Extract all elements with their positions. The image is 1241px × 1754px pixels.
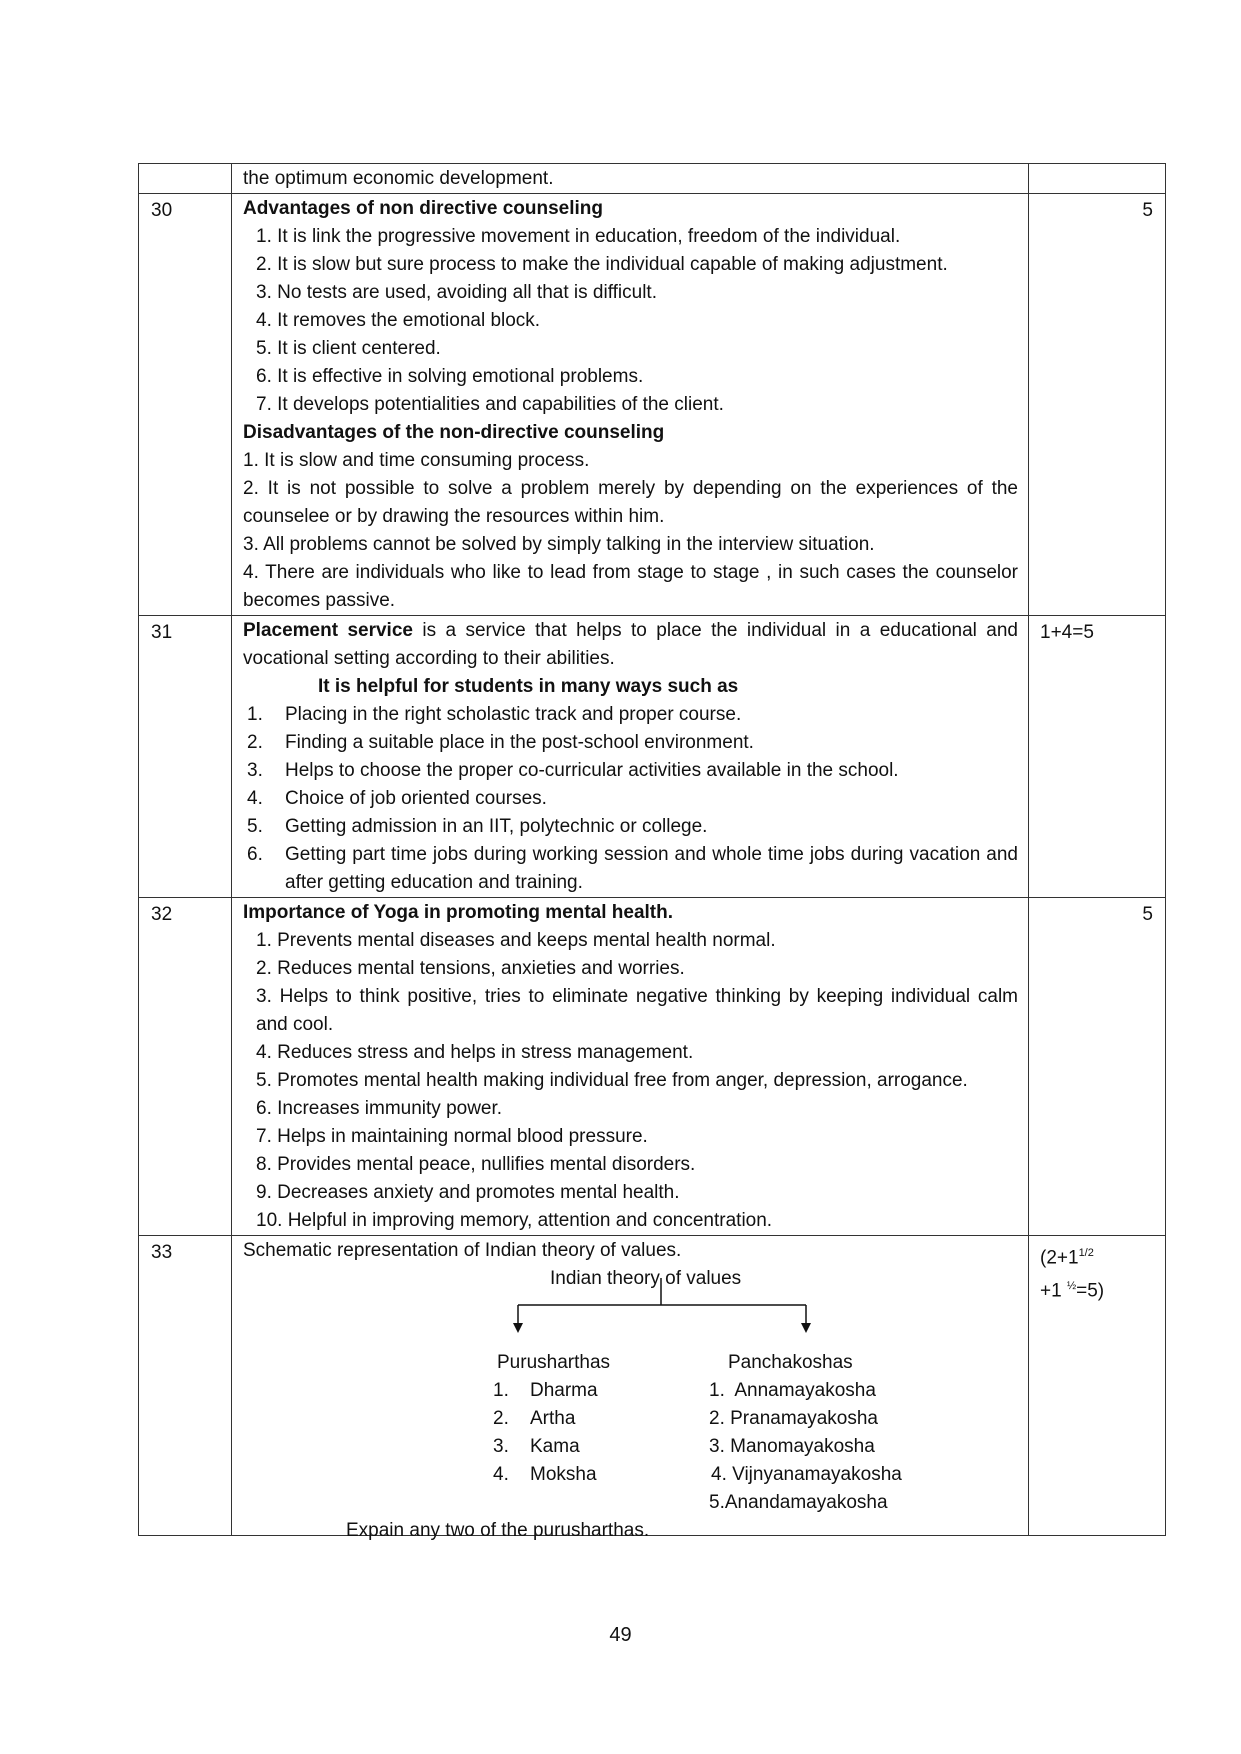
section-heading: Advantages of non directive counseling (243, 198, 604, 219)
list-item: 3. Kama (493, 1436, 580, 1457)
marking-scheme-table (138, 163, 1166, 1541)
section-heading: It is helpful for students in many ways such as (318, 676, 739, 697)
question-number-cell (139, 164, 232, 194)
list-item: 3. No tests are used, avoiding all that is difficult. (256, 282, 657, 303)
list-item: 5. It is client centered. (256, 338, 441, 359)
answer-cell (232, 194, 1029, 616)
table-row (139, 616, 1166, 898)
diagram-root-label: Indian theory of values (550, 1268, 742, 1289)
instruction-text: Expain any two of the purusharthas. (346, 1520, 650, 1541)
list-item: 2. Finding a suitable place in the post-school environment. (247, 732, 754, 753)
list-item: 2. Artha (493, 1408, 576, 1429)
list-item: 5. Promotes mental health making individual free from anger, depression, arrogance. (256, 1070, 968, 1091)
marks-line-1: ($2+1^{1/2}$ (1040, 1247, 1094, 1269)
page-number: 49 (609, 1624, 632, 1646)
continuation-line: the optimum economic development. (243, 168, 554, 189)
section-heading: Disadvantages of the non-directive counseling (243, 422, 665, 443)
list-item: 8. Provides mental peace, nullifies mental disorders. (256, 1154, 696, 1175)
intro-paragraph (243, 617, 1018, 673)
list-item: 4. Moksha (493, 1464, 597, 1485)
answer-cell (232, 616, 1029, 898)
list-item: 6. Increases immunity power. (256, 1098, 503, 1119)
list-item: 3. Helps to choose the proper co-curricular activities available in the school. (247, 760, 899, 781)
purusharthas-title: Purusharthas (497, 1352, 611, 1373)
table-row (139, 1236, 1166, 1536)
list-item: 1. It is slow and time consuming process. (243, 450, 590, 471)
marks-cell (1029, 164, 1166, 194)
values-diagram (243, 1265, 1018, 1541)
list-item: 1. Annamayakosha (709, 1380, 876, 1401)
list-item: 5.Anandamayakosha (709, 1492, 888, 1513)
list-item: 6. Getting part time jobs during working session and whole time jobs during vacation and after getting education and training. (247, 844, 1018, 893)
list-item: 3. All problems cannot be solved by simply talking in the interview situation. (243, 534, 875, 555)
tree-connector-arrows (243, 1265, 1063, 1355)
table-row (139, 164, 1166, 194)
answer-cell (232, 164, 1029, 194)
list-item: 7. It develops potentialities and capabilities of the client. (256, 394, 724, 415)
list-item: 9. Decreases anxiety and promotes mental health. (256, 1182, 680, 1203)
list-item: 5. Getting admission in an IIT, polytechnic or college. (247, 816, 708, 837)
list-item: 2. Reduces mental tensions, anxieties and worries. (256, 958, 685, 979)
list-item: 1. It is link the progressive movement in education, freedom of the individual. (256, 226, 901, 247)
marks-line-2: +1 $^{\frac{1}{2}}$=5) (1040, 1280, 1105, 1302)
question-number-cell: 30 (139, 194, 232, 616)
panchakoshas-title: Panchakoshas (728, 1352, 853, 1373)
table-row (139, 194, 1166, 616)
intro-rest: is a service that helps to place the individual in a educational and vocational setting according to their abilities. (243, 620, 1018, 669)
list-item: 4. It removes the emotional block. (256, 310, 541, 331)
list-item: 2. Pranamayakosha (709, 1408, 878, 1429)
list-item: 1. Dharma (493, 1380, 598, 1401)
list-item: 4. Vijnyanamayakosha (711, 1464, 902, 1485)
list-item: 3. Manomayakosha (709, 1436, 875, 1457)
answer-cell (232, 1236, 1029, 1541)
list-item: 1. Placing in the right scholastic track and proper course. (247, 704, 742, 725)
table-row (139, 898, 1166, 1236)
marks-cell: 5 (1029, 194, 1166, 616)
list-item: 6. It is effective in solving emotional problems. (256, 366, 644, 387)
question-number-cell: 32 (139, 898, 232, 1236)
list-item: 4. There are individuals who like to lead from stage to stage , in such cases the counselor becomes passive. (243, 562, 1018, 611)
section-heading: Importance of Yoga in promoting mental health. (243, 902, 673, 923)
question-number-cell: 31 (139, 616, 232, 898)
diagram-intro: Schematic representation of Indian theory of values. (243, 1240, 682, 1261)
list-item: 1. Prevents mental diseases and keeps mental health normal. (256, 930, 776, 951)
marks-cell: 1+4=5 (1029, 616, 1166, 898)
list-item: 2. It is slow but sure process to make the individual capable of making adjustment. (256, 254, 948, 275)
marks-cell: 5 (1029, 898, 1166, 1236)
list-item: 7. Helps in maintaining normal blood pressure. (256, 1126, 648, 1147)
intro-bold: Placement service (243, 620, 413, 641)
list-item: 3. Helps to think positive, tries to eliminate negative thinking by keeping individual calm and cool. (256, 986, 1018, 1035)
list-item: 4. Reduces stress and helps in stress management. (256, 1042, 694, 1063)
list-item: 4. Choice of job oriented courses. (247, 788, 547, 809)
list-item: 10. Helpful in improving memory, attention and concentration. (256, 1210, 773, 1231)
list-item: 2. It is not possible to solve a problem merely by depending on the experiences of the counselee or by drawing the resources within him. (243, 478, 1018, 527)
question-number-cell: 33 (139, 1236, 232, 1536)
answer-cell (232, 898, 1029, 1236)
